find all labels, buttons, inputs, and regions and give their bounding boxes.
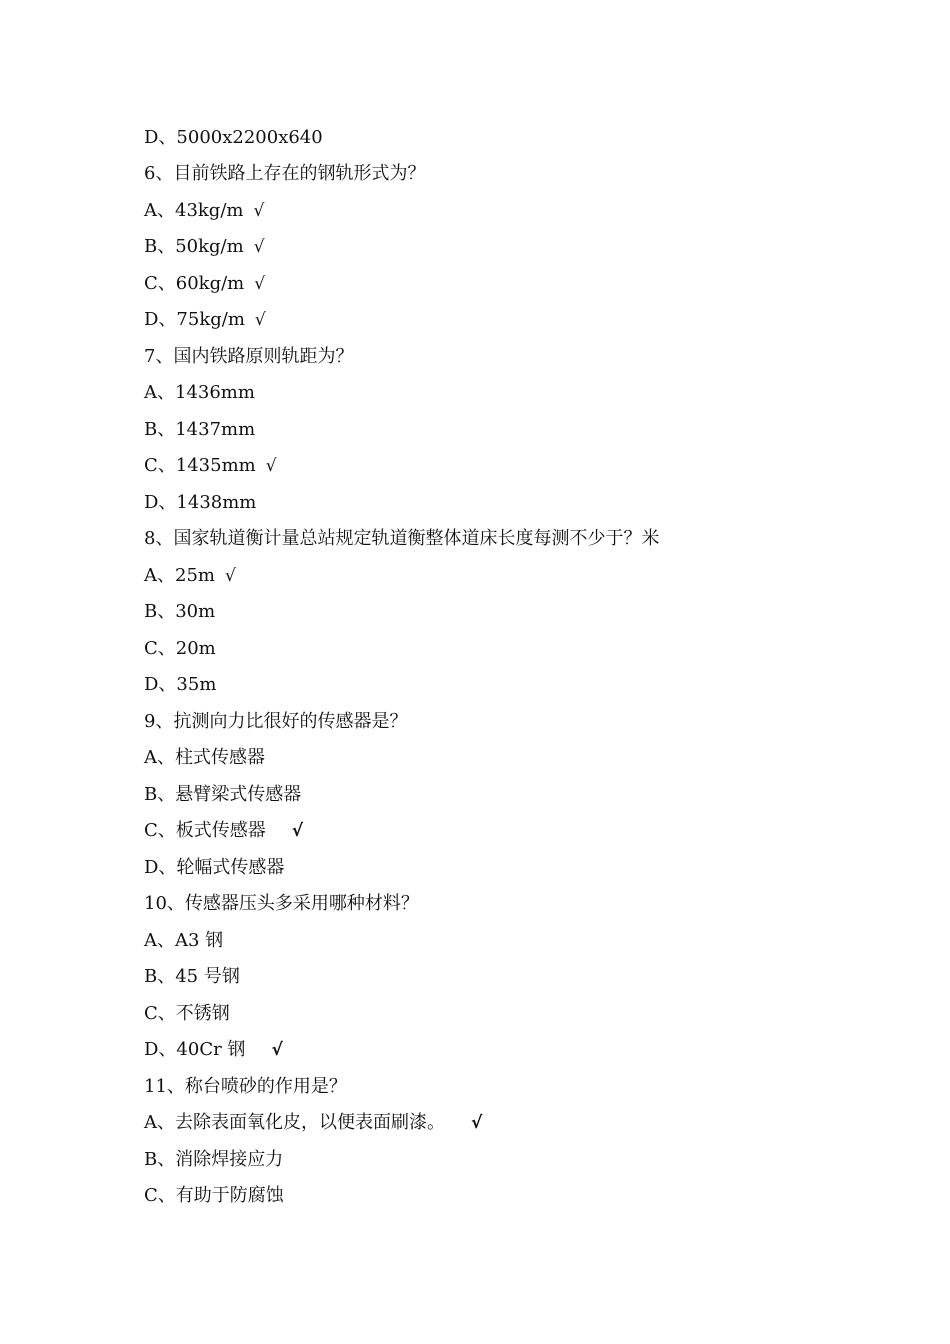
line-text: C、1435mm (144, 455, 256, 476)
option-line (144, 966, 240, 988)
option-line (144, 1112, 482, 1134)
option-line (144, 1003, 230, 1025)
option-line (144, 820, 303, 842)
line-text: 10、传感器压头多采用哪种材料？ (144, 893, 419, 914)
option-line (144, 200, 264, 222)
checkmark: √ (253, 237, 265, 257)
line-text: D、75kg/m (144, 309, 245, 330)
line-text: C、60kg/m (144, 273, 245, 294)
option-line (144, 565, 236, 587)
line-text: 8、国家轨道衡计量总站规定轨道衡整体道床长度每测不少于？米 (144, 528, 660, 549)
line-text: B、30m (144, 601, 216, 622)
line-text: B、悬臂梁式传感器 (144, 784, 302, 805)
option-line (144, 930, 223, 952)
line-text: D、35m (144, 674, 217, 695)
line-text: D、轮幅式传感器 (144, 857, 285, 878)
line-text: D、1438mm (144, 492, 257, 513)
question-line (144, 528, 659, 550)
option-line (144, 309, 266, 331)
line-text: A、柱式传感器 (144, 747, 265, 768)
option-line (144, 638, 216, 660)
line-text: B、45 号钢 (144, 966, 240, 987)
checkmark: √ (253, 201, 265, 221)
option-line (144, 747, 265, 769)
option-line (144, 492, 256, 514)
line-text: D、40Cr 钢 (144, 1039, 246, 1060)
option-line (144, 784, 301, 806)
line-text: C、20m (144, 638, 216, 659)
option-line (144, 1149, 283, 1171)
question-line (144, 711, 407, 733)
line-text: 6、目前铁路上存在的钢轨形式为？ (144, 163, 426, 184)
option-line (144, 674, 216, 696)
line-text: B、50kg/m (144, 236, 244, 257)
option-line (144, 857, 284, 879)
checkmark: √ (291, 821, 304, 841)
line-text: A、去除表面氧化皮，以便表面刷漆。 (144, 1112, 445, 1133)
line-text: 11、称台喷砂的作用是？ (144, 1076, 347, 1097)
line-text: A、43kg/m (144, 200, 244, 221)
line-text: B、1437mm (144, 419, 256, 440)
line-text: 7、国内铁路原则轨距为？ (144, 346, 354, 367)
checkmark: √ (265, 456, 277, 476)
line-text: C、不锈钢 (144, 1003, 230, 1024)
question-line (144, 893, 419, 915)
option-line (144, 601, 215, 623)
line-text: A、A3 钢 (144, 930, 224, 951)
line-text: D、5000x2200x640 (144, 127, 323, 148)
checkmark: √ (471, 1113, 483, 1133)
line-text: C、有助于防腐蚀 (144, 1185, 284, 1206)
line-text: B、消除焊接应力 (144, 1149, 284, 1170)
line-text: A、25m (144, 565, 215, 586)
checkmark: √ (271, 1040, 283, 1060)
option-line (144, 419, 255, 441)
option-line (144, 382, 255, 404)
line-text: 9、抗测向力比很好的传感器是？ (144, 711, 408, 732)
question-line (144, 1076, 347, 1098)
option-line (144, 1039, 283, 1061)
checkmark: √ (254, 310, 266, 330)
line-text: C、板式传感器 (144, 820, 266, 841)
option-line (144, 127, 323, 149)
option-line (144, 455, 277, 477)
option-line (144, 236, 265, 258)
option-line (144, 273, 265, 295)
option-line (144, 1185, 284, 1207)
line-text: A、1436mm (144, 382, 255, 403)
question-line (144, 346, 353, 368)
question-line (144, 163, 425, 185)
checkmark: √ (254, 274, 266, 294)
checkmark: √ (224, 566, 236, 586)
